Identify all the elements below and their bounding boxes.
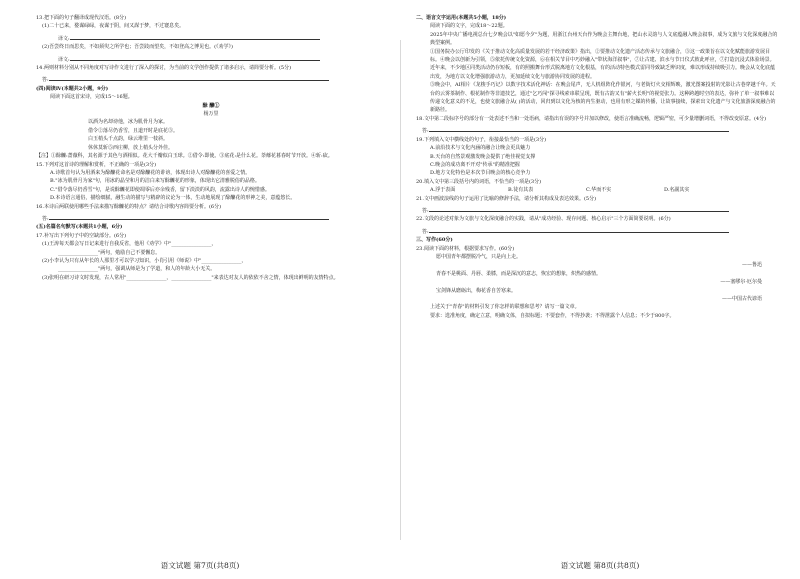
- left-line-1: [36, 22, 386, 30]
- left-line-9: [36, 102, 386, 110]
- line-text: D.地方文化特色是本次节目晚会的核心竞争力: [430, 170, 531, 177]
- line-text: 22.文段的论述对象为文旅与文化深度融合的实践，请从"成功经验、现存问题、核心启示"三个方面简要说明。(6分): [416, 216, 671, 223]
- right-line-23: [416, 278, 778, 286]
- line-text: 答:: [42, 77, 49, 84]
- answer-line[interactable]: [70, 52, 320, 61]
- right-line-9: [416, 153, 778, 161]
- right-line-2: [416, 31, 778, 48]
- left-line-19: [36, 186, 386, 194]
- line-text: ①国务院办公厅印发的《关于推动文化高质量发展的若干经济政策》指出，②要推动文化遗产活态传承与文旅融合，③这一政策旨在以文化赋能旅游发展目标。④晚会以创新为引领，⑤依托传统文化资源，⑥在相关节目中巧妙融入"带状海洋叙事"，⑦让古建、滨水与节日仪式彼此呼应，⑦打造沉浸式体验场景。近年来，不少地区同类活动仍存短板，有的照搬舞台形式脱离地方文化根基，有的活动特色模式雷同导致缺乏辨识度，难以形成持续吸引力。晚会从文化底蕴出发，为地方以文化增强旅游动力，更加延续文化与旅游协同发展的进程。: [430, 48, 776, 80]
- line-text: 杨万里: [203, 111, 219, 118]
- left-line-16: [36, 161, 386, 169]
- line-text: ________________"两句，勉励自己不要懈怠。: [58, 249, 161, 256]
- answer-line[interactable]: [429, 203, 729, 212]
- option-0: A.浮于表面: [430, 187, 456, 194]
- line-text: (四)阅读Ⅳ(本题共2小题，9分): [36, 85, 109, 92]
- right-line-21: [416, 261, 778, 269]
- line-text: C.晚会的成功离不开对"传承"的精准把握: [430, 161, 520, 168]
- left-line-26: [36, 249, 386, 257]
- left-line-13: [36, 135, 386, 143]
- answer-line[interactable]: [429, 123, 729, 132]
- line-text: 二、语言文字运用(本题共5小题，18分): [416, 15, 507, 21]
- line-text: ________________"两句，强调从师是为了学道，和人的年龄大小无关。: [58, 266, 216, 273]
- line-text: 要求：选准角度，确定立意，明确文体，自拟标题；不要套作，不得抄袭；不得泄露个人信息；不少于800字。: [430, 312, 675, 319]
- line-text: 答:: [422, 207, 429, 214]
- line-text: 三、写作(60分): [416, 237, 453, 244]
- line-text: 答:: [422, 228, 429, 235]
- line-text: 14.两则材料分别从不同角度对写诗作文进行了深入的探讨，为当前的文学创作提供了诸多启示，请简要分析。(5分): [36, 65, 292, 72]
- line-text: (2)小李认为只有从年长的人那里才可以学习知识，小肖引用《师说》中"________________，: [42, 257, 247, 264]
- right-line-27: [416, 312, 778, 320]
- answer-line[interactable]: [429, 224, 729, 233]
- answer-line[interactable]: [70, 31, 320, 40]
- line-text: (1)王涛每天都会写日记来进行自我反省，他用《劝学》中"________________，: [42, 241, 217, 248]
- option-2: C.华而不实: [586, 187, 612, 194]
- right-line-18: [416, 236, 778, 244]
- right-line-11: [416, 169, 778, 177]
- exam-page-8: [400, 0, 800, 579]
- right-line-26: [416, 303, 778, 311]
- left-line-3: [36, 43, 386, 51]
- line-text: ——塞缪尔·厄尔曼: [720, 279, 762, 286]
- line-text: 【注】①酴醾:蔷薇科，其名源于其色与酒相似。花大千瓣似白玉球。②借令:即使。③底花:是什么花。荼蘼花暮春时节开放。④斩:砍。: [36, 153, 333, 160]
- line-text: 借令②落尽仍香雪，且道开时是底花③。: [88, 127, 179, 134]
- left-line-17: [36, 169, 386, 177]
- line-text: B."冰为肌骨月为家"句，用冰的晶莹和月的洁白来写酴醾花的形象，体现出它清雅脱俗的品格。: [50, 178, 260, 185]
- line-text: 答:: [422, 128, 429, 135]
- line-text: ——中国古代谚语: [721, 296, 762, 302]
- right-line-17: [416, 224, 778, 236]
- left-line-10: [36, 110, 386, 118]
- page-footer: 语文试题 第8页(共8页): [560, 561, 640, 570]
- right-line-4: [416, 81, 778, 115]
- right-line-14: [416, 195, 778, 203]
- right-line-0: [416, 14, 778, 22]
- left-line-21: [36, 203, 386, 211]
- line-text: 17.补写出下列句子中的空缺部分。(6分): [36, 232, 127, 239]
- left-line-20: [36, 194, 386, 202]
- line-text: 19.下列填入文中横线处的句子，衔接最恰当的一项是(3分): [416, 136, 547, 143]
- left-line-11: [36, 118, 386, 126]
- right-line-16: [416, 215, 778, 223]
- right-line-12: [416, 178, 778, 186]
- line-text: C."借令落尽仍香雪"句，是说酴醾花即使凋零后亦余残香，留下淡淡的风韵，流露出诗人的惋惜感。: [50, 186, 270, 193]
- left-line-18: [36, 177, 386, 185]
- right-line-5: [416, 115, 778, 123]
- right-line-13: [416, 186, 778, 194]
- page-footer: 语文试题 第7页(共8页): [160, 561, 240, 570]
- line-text: 上述关于"青春"的材料引发了你怎样的联想和思考？请写一篇文章。: [430, 304, 580, 311]
- left-line-5: [36, 64, 386, 72]
- line-text: A.诗歌首句认为用酒来为酴醾花命名是对酴醾花的诽谤，体现出诗人对酴醾花的喜爱之情。: [50, 169, 251, 176]
- line-text: 20.填入文中第三段括号内的词语，不恰当的一项是(3分): [416, 178, 542, 185]
- line-text: B.天台的自然景观激发晚会提供了绝佳视觉支撑: [430, 153, 536, 160]
- line-text: 答:: [42, 215, 49, 222]
- line-text: 2025年中央广播电视总台七夕晚会以"如愿今夕"为题，用浙江台州天台作为晚会主舞台地，把山水灵韵与人文底蕴融入晚会叙事，成为文旅与文化深度融合的典型案例。: [430, 31, 778, 47]
- right-line-7: [416, 136, 778, 144]
- option-3: D.名副其实: [664, 187, 690, 194]
- line-text: 13.把下面的句子翻译成现代汉语。(8分): [36, 15, 127, 21]
- line-text: 译文:: [58, 35, 70, 42]
- line-text: (2)吾尝终日而思矣，不如须臾之所学也；吾尝跂而望矣，不如登高之博见也。(《劝学》): [42, 44, 233, 51]
- line-text: 阅读下面的文字，完成18～22题。: [430, 23, 508, 30]
- line-text: 16.本诗后两联使用哪些手法来描写酴醾花的特点？请结合诗歌内容简要分析。(6分): [36, 203, 222, 210]
- left-line-4: [36, 52, 386, 64]
- left-line-6: [36, 72, 386, 84]
- line-text: 酴 醾①: [202, 102, 220, 109]
- option-1: B.徒有其表: [508, 187, 534, 194]
- line-text: 白玉梢头千点韵，绿云堆里一枝斜。: [88, 136, 169, 143]
- line-text: 15.下列对这首诗的理解和赏析，不正确的一项是(3分): [36, 161, 157, 168]
- line-text: (1)二十已来，婺谋碌碌，夜谋于阴，间又謀于梦，不过褰息矣。: [42, 23, 185, 30]
- line-text: 以酒为名却谤他，冰为肌骨月为家。: [88, 119, 169, 126]
- left-line-28: [36, 265, 386, 273]
- line-text: 宝剑锋从磨砺出，梅花香自苦寒来。: [436, 287, 517, 294]
- left-line-0: [36, 14, 386, 22]
- line-text: 愿中国青年都摆脱冷气，只是向上走。: [436, 253, 522, 260]
- right-line-10: [416, 161, 778, 169]
- right-line-20: [416, 253, 778, 261]
- right-line-22: [416, 270, 778, 278]
- left-line-25: [36, 240, 386, 248]
- left-line-14: [36, 144, 386, 152]
- line-text: 译文:: [58, 56, 70, 63]
- left-line-23: [36, 223, 386, 231]
- left-line-29: [36, 274, 386, 282]
- right-line-8: [416, 144, 778, 152]
- line-text: 23.阅读下面的材料，根据要求写作。(60分): [416, 245, 515, 252]
- right-line-19: [416, 245, 778, 253]
- line-text: ——鲁迅: [741, 262, 762, 269]
- line-text: D.本诗语言通俗，描绘细腻，融生动的描写与精辟的议论为一体，生动地展现了酴醾花的形神之美，意蕴悠长。: [50, 195, 296, 202]
- answer-line[interactable]: [49, 72, 329, 81]
- line-text: (3)张明在研习诗文时发现，古人常用"________________，________________"来表达对友人的依依不舍之情，体现出鲜明的友情特点。: [42, 274, 339, 281]
- line-text: 18.文中第二段标序号的部分有一处表述不当和一处语病，请指出有误的序号并加以修改，使语言准确流畅，逻辑严密，可少量增删词语，不得改变原意。(4分): [416, 115, 767, 122]
- line-text: ③晚会中，AI相片《龙梭手巧记》以数字技术活化神话：在晚会尾声，无人机组阵化作银河，与老街灯火交相辉映，激光图案投射的光影让古巷穿越千年。天台的云雾茶制作、根花制作等非遗技艺，通过"乞巧闯"探寻线索串联呈现，既有古韵又有"薪火长明"的视觉张力。这种跨越时空的表达，弥补了单一叙事难以传递文化意义的不足，也使文旅融合从( )的活动，回归到以文化为核的内生驱动，也用有形之媒的传播，让故事接续，探索出文化遗产与文化旅游深度融合的新路径。: [430, 82, 776, 114]
- line-text: 阅读下面这首宋诗，完成15～16题。: [50, 94, 133, 101]
- right-line-25: [416, 295, 778, 303]
- left-line-7: [36, 85, 386, 93]
- left-line-22: [36, 211, 386, 223]
- line-text: A.前沿技术与文化内涵的融合让晚会更具魅力: [430, 145, 531, 152]
- right-line-24: [416, 287, 778, 295]
- left-line-27: [36, 257, 386, 265]
- line-text: 休休莫斩⑤西庄柳，放上梢头分外佳。: [88, 144, 174, 151]
- line-text: 21.文中画波浪线的句子运用了比喻的修辞手法，请分析其构成及表达效果。(5分): [416, 195, 597, 202]
- right-line-3: [416, 48, 778, 82]
- left-line-15: [36, 152, 386, 160]
- left-line-24: [36, 232, 386, 240]
- answer-line[interactable]: [49, 211, 329, 220]
- line-text: 青春不是桃面、丹唇、柔膝，而是深沉的意志，恢宏的想象，炽热的感情。: [436, 270, 602, 277]
- right-line-6: [416, 123, 778, 135]
- left-line-2: [36, 31, 386, 43]
- right-line-15: [416, 203, 778, 215]
- left-line-8: [36, 93, 386, 101]
- line-text: (五)名篇名句默写(本题共1小题，6分): [36, 224, 123, 231]
- left-line-12: [36, 127, 386, 135]
- right-line-1: [416, 22, 778, 30]
